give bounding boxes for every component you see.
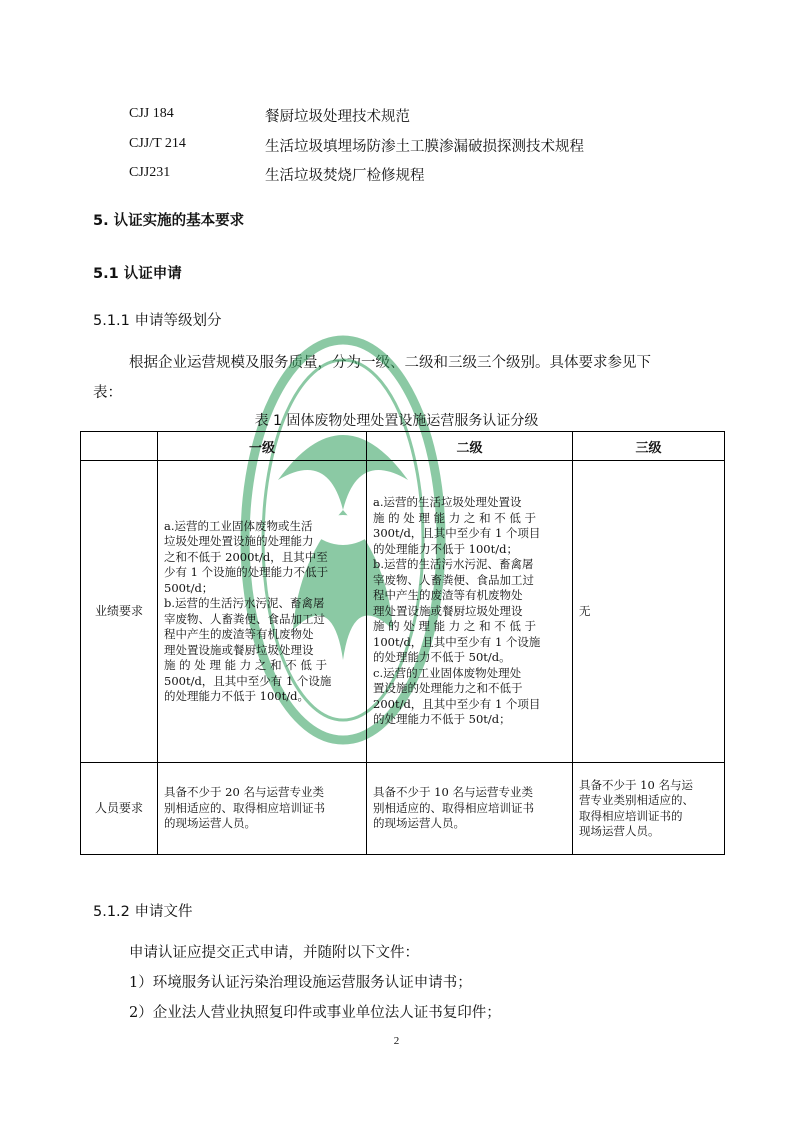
cell-performance-level-3: 无 [573, 461, 725, 763]
cell-line: 施 的 处 理 能 力 之 和 不 低 于 [373, 619, 537, 634]
standard-name-3: 生活垃圾焚烧厂检修规程 [265, 168, 425, 184]
cell-line: 宰废物、人畜粪便、食品加工过 [164, 611, 325, 626]
cell-line: 的处理能力不低于 100t/d； [373, 541, 518, 556]
page-number: 2 [393, 1035, 400, 1047]
cell-line: 之和不低于 2000t/d，且其中至 [164, 549, 328, 564]
cell-line: 的现场运营人员。 [164, 816, 256, 831]
cell-performance-level-1 [158, 461, 367, 763]
application-item-1: 1）环境服务认证污染治理设施运营服务认证申请书； [129, 975, 472, 991]
table-row-personnel [81, 763, 725, 855]
application-item-2: 2）企业法人营业执照复印件或事业单位法人证书复印件； [129, 1005, 501, 1021]
header-empty [81, 432, 158, 461]
cell-line: c.运营的工业固体废物处理处 [373, 665, 522, 680]
cell-line: 500t/d，且其中至少有 1 个设施 [164, 673, 332, 688]
cell-line: 施 的 处 理 能 力 之 和 不 低 于 [164, 658, 328, 672]
row-label-performance: 业绩要求 [81, 461, 158, 763]
cell-line: 100t/d，且其中至少有 1 个设施 [373, 634, 541, 649]
cell-line: 的处理能力不低于 50t/d。 [373, 650, 511, 665]
standard-code-3: CJJ231 [129, 165, 171, 180]
standard-name-2: 生活垃圾填埋场防渗土工膜渗漏破损探测技术规程 [265, 139, 584, 155]
cell-line: 营专业类别相适应的、 [579, 793, 694, 807]
cell-line: 的处理能力不低于 100t/d。 [164, 689, 309, 703]
standard-code-2: CJJ/T 214 [129, 136, 186, 151]
cell-line: b.运营的生活污水污泥、畜禽屠 [373, 557, 534, 572]
standard-code-1: CJJ 184 [129, 106, 174, 121]
section-5-heading: 5. 认证实施的基本要求 [93, 213, 245, 229]
cell-performance-level-2 [367, 461, 573, 763]
standard-name-1: 餐厨垃圾处理技术规范 [265, 109, 410, 125]
header-level-3: 三级 [573, 432, 725, 461]
section-5-1-heading: 5.1 认证申请 [93, 266, 182, 282]
cell-line: 的处理能力不低于 50t/d； [373, 712, 511, 727]
cell-line: 具备不少于 10 名与运 [579, 777, 693, 792]
cell-line: 程中产生的废渣等有机废物处 [373, 588, 523, 603]
header-level-2: 二级 [367, 432, 573, 461]
cell-line: 置设施的处理能力之和不低于 [373, 681, 523, 696]
intro-line-1: 根据企业运营规模及服务质量，分为一级、二级和三级三个级别。具体要求参见下 [129, 355, 651, 371]
header-level-1: 一级 [158, 432, 367, 461]
application-intro: 申请认证应提交正式申请，并随附以下文件： [129, 945, 419, 961]
cell-personnel-level-3 [573, 763, 725, 855]
cell-line: 理处置设施或餐厨垃圾处理设 [373, 603, 523, 618]
cell-line: a.运营的生活垃圾处理处置设 [373, 495, 522, 510]
section-5-1-1-heading: 5.1.1 申请等级划分 [93, 313, 222, 329]
section-5-1-2-heading: 5.1.2 申请文件 [93, 904, 193, 920]
cell-line: 取得相应培训证书的 [579, 808, 683, 823]
table-caption: 表 1 固体废物处理处置设施运营服务认证分级 [254, 413, 539, 429]
cell-line: 现场运营人员。 [579, 824, 660, 838]
table-header-row [81, 432, 725, 461]
cell-personnel-level-1 [158, 763, 367, 855]
cell-line: a.运营的工业固体废物或生活 [164, 518, 313, 533]
cell-line: 理处置设施或餐厨垃圾处理设 [164, 642, 314, 657]
cell-line: 施 的 处 理 能 力 之 和 不 低 于 [373, 510, 537, 525]
cell-line: 垃圾处理处置设施的处理能力 [164, 534, 314, 548]
cell-line: 的现场运营人员。 [373, 816, 465, 831]
table-row-performance [81, 461, 725, 763]
certification-grade-table [80, 431, 725, 855]
cell-line: 具备不少于 20 名与运营专业类 [164, 785, 324, 800]
intro-line-2: 表： [93, 385, 122, 401]
cell-line: 500t/d； [164, 580, 214, 595]
cell-line: 具备不少于 10 名与运营专业类 [373, 785, 533, 800]
cell-line: 300t/d，且其中至少有 1 个项目 [373, 526, 541, 541]
cell-line: 别相适应的、取得相应培训证书 [373, 800, 534, 815]
cell-line: 宰废物、人畜粪便、食品加工过 [373, 572, 534, 587]
row-label-personnel: 人员要求 [81, 763, 158, 855]
cell-line: 少有 1 个设施的处理能力不低于 [164, 565, 329, 579]
cell-line: 别相适应的、取得相应培训证书 [164, 800, 325, 815]
cell-line: 200t/d，且其中至少有 1 个项目 [373, 696, 541, 711]
cell-line: b.运营的生活污水污泥、畜禽屠 [164, 596, 325, 610]
cell-personnel-level-2 [367, 763, 573, 855]
cell-line: 程中产生的废渣等有机废物处 [164, 627, 314, 641]
